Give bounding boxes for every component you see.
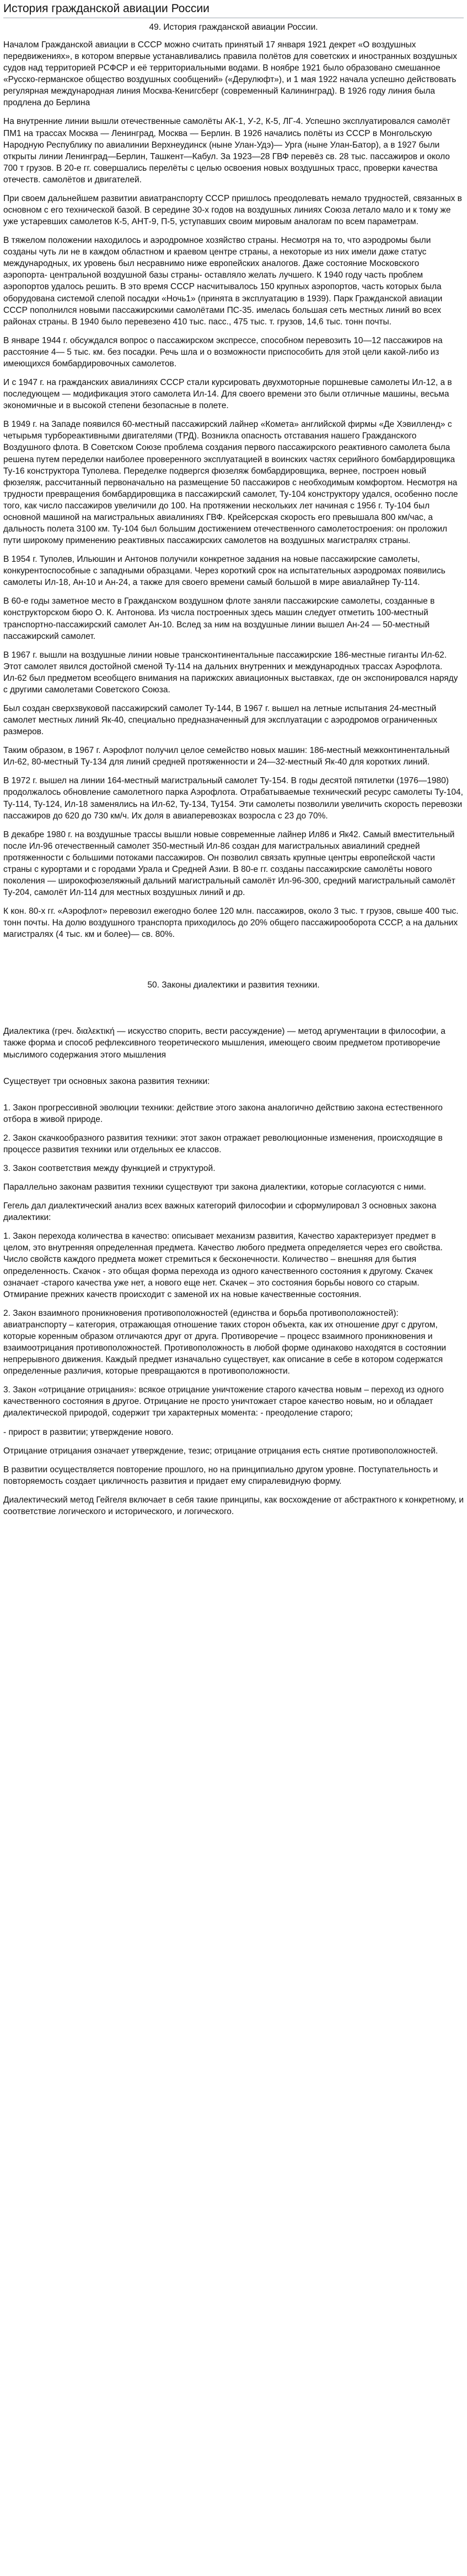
- list-item: 3. Закон «отрицание отрицания»: всякое отрицание уничтожение старого качества новым – переход из одного качественного состояния в другое. Отрицание не просто уничтожает старое качество новым, но и обладает диалектической природой, содержит три характерных момента: - преодоление старого;: [3, 1385, 444, 1418]
- list-item: 2. Закон скачкообразного развития техники: этот закон отражает революционные изменения, происходящие в процессе развития техники или отдельных ее классов.: [3, 1133, 443, 1154]
- paragraph: Отрицание отрицания означает утверждение, тезис; отрицание отрицания есть снятие противоположностей.: [3, 1446, 438, 1456]
- paragraph: Был создан сверхзвуковой пассажирский самолет Ту-144, В 1967 г. вышел на летные испытания 24-местный самолет местных линий Як-40, специально предназначенный для эксплуатации с аэродромов ограниченных размеров.: [3, 703, 438, 737]
- paragraph: Диалектика (греч. διαλεκτική — искусство спорить, вести рассуждение) — метод аргументации в философии, а также форма и способ рефлексивного теоретического мышления, имеющего своим предметом противоречие мыслимого содержания этого мышления: [3, 1027, 445, 1060]
- paragraph: В 1949 г. на Западе появился 60-местный пассажирский лайнер «Комета» английской фирмы «Де Хэвилленд» с четырьмя турбореактивными двигателями (ТРД). Возникла опасность отставания нашего Гражданского Воздушного флота. В Советском Союзе проблема создания первого пассажирского реактивного самолета была решена путем переделки наиболее проверенного эксплуатацией в воинских частях серийного бомбардировщика Ту-16 конструктора Туполева. Переделке подвергся фюзеляж бомбардировщика, вернее, построен новый фюзеляж, рассчитанный первоначально на размещение 50 пассажиров с необходимым комфортом. Несмотря на трудности превращения бомбардировщика в пассажирский самолет, Ту-104 конструктору удался, особенно после того, как число пассажиров увеличили до 100. На протяжении нескольких лет начиная с 1956 г. Ту-104 был основной машиной на магистральных авиалиниях ГВФ. Крейсерская скорость его превышала 800 км/час, а дальность полета 3100 км. Ту-104 был большим достижением отечественного самолетостроения: он проложил пути широкому применению реактивных пассажирских самолетов на воздушных магистралях страны.: [3, 420, 458, 546]
- paragraph: В тяжелом положении находилось и аэродромное хозяйство страны. Несмотря на то, что аэродромы были созданы чуть ли не в каждом областном и краевом центре страны, а некоторые из них имели даже статус международных, их уровень был несравнимо ниже европейских аналогов. Даже состояние Московского аэропорта- центральной воздушной базы страны- оставляло желать лучшего. К 1940 году часть проблем аэропортов удалось решить. В это время СССР насчитывалось 150 крупных аэропортов, часть которых была оборудована системой слепой посадки «Ночь1» (принята в эксплуатацию в 1939). Парк Гражданской авиации СССР пополнился новыми пассажирскими самолётами ПС-35. имелась большая сеть местных линий во всех районах страны. В 1940 было перевезено 410 тыс. пасс., 475 тыс. т. грузов, 14,6 тыс. тонн почты.: [3, 236, 443, 327]
- paragraph: В развитии осуществляется повторение прошлого, но на принципиально другом уровне. Поступательность и повторяемость создает цикличность развития и придает ему спиралевидную форму.: [3, 1465, 438, 1486]
- list-item: 1. Закон перехода количества в качество: описывает механизм развития, Качество характеризует предмет в целом, это внутренняя определенная предмета. Качество любого предмета определяется через его свойства. Число свойств каждого предмета может стремиться к бесконечности. Количество – внешняя для бытия определенность. Скачок - это общая форма перехода из одного качественного состояния к другому. Скачек означает -старого качества уже нет, а нового еще нет. Скачек – это состояния борьбы нового со старым. Отмирание прежних качеств происходит с заменой их на новые качественные состояния.: [3, 1232, 443, 1299]
- section-spacer: [3, 947, 464, 976]
- list-item: - прирост в развитии; утверждение нового.: [3, 1427, 174, 1437]
- paragraph: При своем дальнейшем развитии авиатранспорту СССР пришлось преодолевать немало трудностей, связанных в основном с его технической базой. В середине 30-х годов на воздушных линиях Союза летало мало и к тому же уже устаревших самолетов К-5, АНТ-9, П-5, уступавших своим мировым аналогам по всем параметрам.: [3, 193, 462, 227]
- paragraph: В 1954 г. Туполев, Ильюшин и Антонов получили конкретное задания на новые пассажирские самолеты, конкурентоспособные с западными образцами. Через короткий срок на испытательных аэродромах появились самолеты Ил-18, Ан-10 и Ан-24, а также для своего времени самый большой в мире авиалайнер Ту-114.: [3, 555, 445, 588]
- paragraph: К кон. 80-х гг. «Аэрофлот» перевозил ежегодно более 120 млн. пассажиров, около 3 тыс. т грузов, свыше 400 тыс. тонн почты. На долю воздушного транспорта приходилось до 20% общего пассажирооборота СССР, а на дальних магистралях (4 тыс. км и более)— св. 80%.: [3, 907, 459, 940]
- paragraph: В январе 1944 г. обсуждался вопрос о пассажирском экспрессе, способном перевозить 10—12 пассажиров на расстояние 4— 5 тыс. км. без посадки. Речь шла и о возможности приспособить для этой цели какой-либо из имеющихся бомбардировочных самолетов.: [3, 335, 443, 368]
- paragraph: В декабре 1980 г. на воздушные трассы вышли новые современные лайнер Ил86 и Як42. Самый вместительный после Ил-96 отечественный самолет 350-местный Ил-86 создан для магистральных авиалиний средней протяженности с большими потоками пассажиров. Он позволил связать крупные центры европейской части страны с курортами и с городами Урала и Средней Азии. В 80-е гг. созданы пассажирские самолёты нового поколения — широкофюзеляжный дальний магистральный самолёт Ил-96-300, средний магистральный самолёт Ту-204, самолёт Ил-114 для местных воздушных линий и др.: [3, 829, 455, 898]
- paragraph: Началом Гражданской авиации в СССР можно считать принятый 17 января 1921 декрет «О воздушных передвижениях», в котором впервые устанавливались правила полётов для советских и иностранных воздушных судов над территорией РСФСР и её территориальными водами. В ноябре 1921 было образовано смешанное «Русско-германское общество воздушных сообщений» («Дерулюфт»), и 1 мая 1922 начала успешно действовать регулярная международная линия Москва-Кенигсберг (современный Калининград). В 1926 году линия была продлена до Берлина: [3, 40, 458, 108]
- section-heading-history: 49. История гражданской авиации России.: [149, 23, 318, 32]
- paragraph: В 1967 г. вышли на воздушные линии новые трансконтинентальные пассажирские 186-местные гиганты Ил-62. Этот самолет явился достойной сменой Ту-114 на дальних внутренних и международных трассах Аэрофлота. Ил-62 был предметом всеобщего внимания на парижских авиационных выставках, где он экспонировался наряду с другими самолетами Советского Союза.: [3, 650, 458, 695]
- list-item: 2. Закон взаимного проникновения противоположностей (единства и борьба противоположностей): авиатранспорту – категория, отражающая отношение таких сторон объекта, как их отношение друг с другом, которые коренным образом отличаются друг от друга. Противоречие – процесс взаимного проникновения и взаимоотрицания противоположностей. Противоположность в любой форме одинаково находятся в состоянии непрерывного движения. Каждый предмет изначально существует, как описание в себе в котором содержатся определенные различия, которые превращаются в противоположности.: [3, 1308, 447, 1376]
- paragraph: И с 1947 г. на гражданских авиалиниях СССР стали курсировать двухмоторные поршневые самолеты Ил-12, а в последующем — модификация этого самолета Ил-14. Для своего времени это были отличные машины, весьма экономичные и в высокой степени безопасные в полете.: [3, 378, 452, 411]
- paragraph-gap: [3, 1068, 464, 1076]
- paragraph: В 60-е годы заметное место в Гражданском воздушном флоте заняли пассажирские самолеты, созданные в конструкторском бюро О. К. Антонова. Из числа построенных здесь машин следует отметить 100-местный транспортно-пассажирский самолет Ан-10. Вслед за ним на воздушные линии вышел Ан-24 — 50-местный пассажирский самолет.: [3, 596, 435, 641]
- list-item: 1. Закон прогрессивной эволюции техники: действие этого закона аналогично действию закона естественного отбора в живой природе.: [3, 1103, 443, 1124]
- paragraph: На внутренние линии вышли отечественные самолёты АК-1, У-2, К-5, ЛГ-4. Успешно эксплуатировался самолёт ПМ1 на трассах Москва — Ленинград, Москва — Берлин. В 1926 начались полёты из СССР в Монгольскую Народную Республику по авиалинии Верхнеудинск (ныне Улан-Удэ)— Урга (ныне Улан-Батор), а в 1927 были открыты линии Ленинград—Берлин, Ташкент—Кабул. За 1923—28 ГВФ перевёз св. 28 тыс. пассажиров и около 700 т грузов. В 20-е гг. совершались перелёты с целью освоения новых воздушных трасс, проверки качества отечеств. самолётов и двигателей.: [3, 117, 450, 185]
- paragraph-gap: [3, 1094, 464, 1102]
- list-item: 3. Закон соответствия между функцией и структурой.: [3, 1164, 216, 1174]
- section-heading-dialectics: 50. Законы диалектики и развития техники.: [147, 980, 320, 990]
- paragraph: Параллельно законам развития техники существуют три закона диалектики, которые согласуются с ними.: [3, 1183, 426, 1192]
- paragraph: Диалектический метод Гейгеля включает в себя такие принципы, как восхождение от абстрактного к конкретному, и соответствие логического и исторического, и логического.: [3, 1495, 464, 1516]
- paragraph: Таким образом, в 1967 г. Аэрофлот получил целое семейство новых машин: 186-местный межконтинентальный Ил-62, 80-местный Ту-134 для линий средней протяженности и 24—32-местный Як-40 для коротких линий.: [3, 746, 450, 767]
- paragraph: Существует три основных закона развития техники:: [3, 1076, 210, 1086]
- section-spacer: [3, 997, 464, 1026]
- paragraph: Гегель дал диалектический анализ всех важных категорий философии и сформулировал 3 основных закона диалектики:: [3, 1201, 437, 1223]
- page-title: История гражданской авиации России: [3, 2, 464, 18]
- paragraph: В 1972 г. вышел на линии 164-местный магистральный самолет Ту-154. В годы десятой пятилетки (1976—1980) продолжалось обновление самолетного парка Аэрофлота. Отрабатываемые технический ресурс самолеты Ту-104, Ту-114, Ту-124, Ил-18 заменялись на Ил-62, Ту-134, Ту154. Эти самолеты позволили увеличить скорость перевозки пассажиров до 620 до 730 км/ч. Их доля в авиаперевозках возросла с 23 до 70%.: [3, 776, 463, 821]
